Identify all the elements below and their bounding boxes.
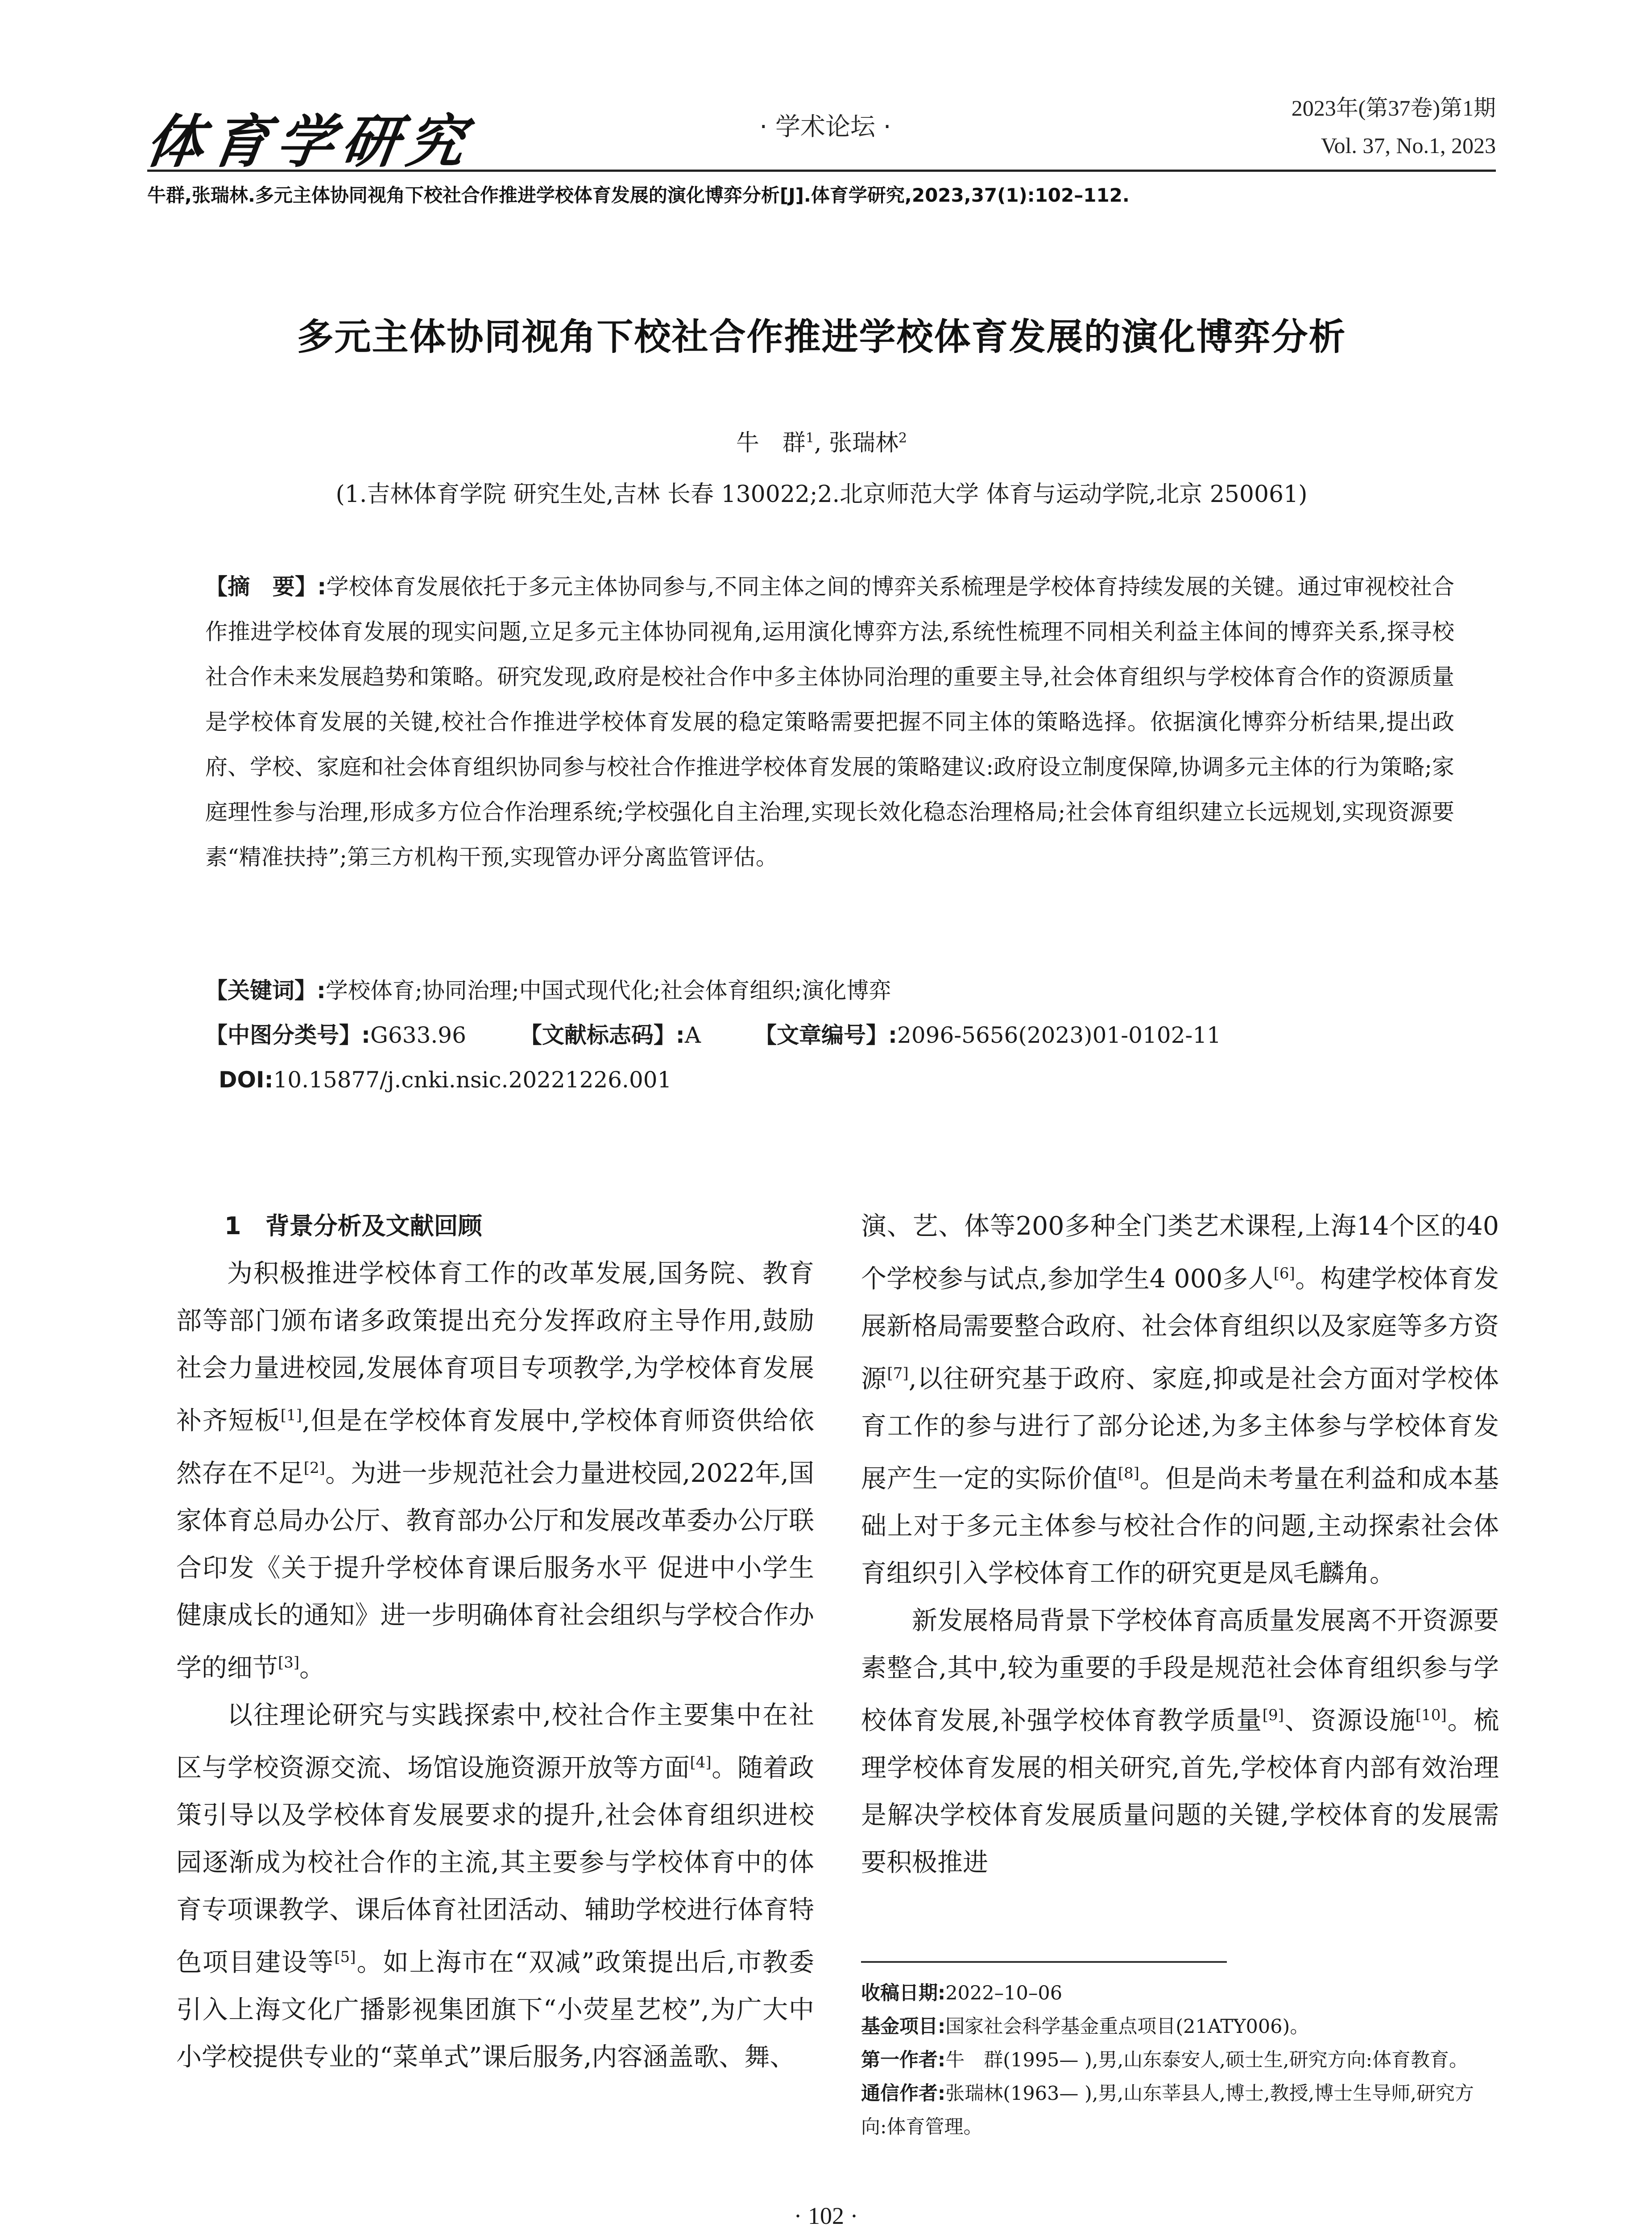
reference-mark: [7] — [887, 1364, 909, 1382]
reference-mark: [3] — [278, 1654, 300, 1671]
journal-logo: 体育学研究 — [141, 108, 477, 175]
author-1-affil: 1 — [805, 430, 814, 446]
reference-mark: [2] — [303, 1459, 325, 1477]
footnotes — [861, 1977, 1499, 2144]
doc-code-label: 【文献标志码】: — [519, 1022, 685, 1048]
keywords — [205, 968, 1454, 1013]
doi-line — [219, 1057, 1468, 1102]
section-tag: · 学术论坛 · — [759, 112, 891, 141]
author-2: 张瑞林 — [829, 430, 899, 456]
reference-mark: [6] — [1273, 1265, 1295, 1282]
footnote-corresponding-author: 通信作者:张瑞林(1963— ),男,山东莘县人,博士,教授,博士生导师,研究方向:体育管理。 — [861, 2082, 1474, 2138]
clc-label: 【中图分类号】: — [205, 1022, 370, 1048]
article-title: 多元主体协同视角下校社合作推进学校体育发展的演化博弈分析 — [297, 316, 1346, 358]
section-heading: 1 背景分析及文献回顾 — [224, 1212, 482, 1240]
keywords-label: 【关键词】: — [205, 978, 326, 1004]
classification-line — [205, 1013, 1454, 1057]
abstract-text: 学校体育发展依托于多元主体协同参与,不同主体之间的博弈关系梳理是学校体育持续发展的关键。通过审视校社合作推进学校体育发展的现实问题,立足多元主体协同视角,运用演化博弈方法,系统性梳理不同相关利益主体间的博弈关系,探寻校社合作未来发展趋势和策略。研究发现,政府是校社合作中多主体协同治理的重要主导,社会体育组织与学校体育合作的资源质量是学校体育发展的关键,校社合作推进学校体育发展的稳定策略需要把握不同主体的策略选择。依据演化博弈分析结果,提出政府、学校、家庭和社会体育组织协同参与校社合作推进学校体育发展的策略建议:政府设立制度保障,协调多元主体的行为策略;家庭理性参与治理,形成多方位合作治理系统;学校强化自主治理,实现长效化稳态治理格局;社会体育组织建立长远规划,实现资源要素“精准扶持”;第三方机构干预,实现管办评分离监管评估。 — [205, 574, 1454, 870]
footnote-first-author: 第一作者:牛 群(1995— ),男,山东泰安人,硕士生,研究方向:体育教育。 — [861, 2049, 1469, 2071]
affiliation: (1.吉林体育学院 研究生处,吉林 长春 130022;2.北京师范大学 体育与运动学院,北京 250061) — [335, 481, 1308, 508]
author-separator: , — [814, 430, 829, 456]
footnote-received: 收稿日期:2022–10–06 — [861, 1982, 1063, 2004]
reference-mark: [9] — [1262, 1706, 1284, 1724]
paragraph: 新发展格局背景下学校体育高质量发展离不开资源要素整合,其中,较为重要的手段是规范社会体育组织参与学校体育发展,补强学校体育教学质量[9]、资源设施[10]。梳理学校体育发展的相关研究,首先,学校体育内部有效治理是解决学校体育发展质量问题的关键,学校体育的发展需要积极推进 — [861, 1606, 1499, 1877]
footnote-fund: 基金项目:国家社会科学基金重点项目(21ATY006)。 — [861, 2015, 1309, 2038]
footnote-rule — [861, 1961, 1227, 1963]
header-rule — [147, 170, 1496, 172]
reference-mark: [8] — [1118, 1464, 1139, 1482]
article-no-value: 2096-5656(2023)01-0102-11 — [897, 1022, 1221, 1048]
clc-value: G633.96 — [370, 1022, 466, 1048]
keywords-text: 学校体育;协同治理;中国式现代化;社会体育组织;演化博弈 — [326, 978, 891, 1004]
reference-mark: [1] — [280, 1406, 302, 1424]
body-column-left — [176, 1203, 814, 2081]
abstract — [205, 564, 1454, 880]
doi-value: 10.15877/j.cnki.nsic.20221226.001 — [273, 1067, 672, 1093]
author-2-affil: 2 — [898, 430, 907, 446]
doc-code-value: A — [684, 1022, 701, 1048]
issue-info — [1292, 89, 1496, 164]
reference-mark: [4] — [690, 1754, 712, 1771]
reference-mark: [5] — [334, 1948, 356, 1966]
article-no-label: 【文章编号】: — [754, 1022, 898, 1048]
paragraph: 以往理论研究与实践探索中,校社合作主要集中在社区与学校资源交流、场馆设施资源开放等方面[4]。随着政策引导以及学校体育发展要求的提升,社会体育组织进校园逐渐成为校社合作的主流,其主要参与学校体育中的体育专项课教学、课后体育社团活动、辅助学校进行体育特色项目建设等[5]。如上海市在“双减”政策提出后,市教委引入上海文化广播影视集团旗下“小荧星艺校”,为广大中小学校提供专业的“菜单式”课后服务,内容涵盖歌、舞、 — [176, 1700, 815, 2072]
abstract-label: 【摘 要】: — [205, 574, 327, 600]
paragraph: 为积极推进学校体育工作的改革发展,国务院、教育部等部门颁布诸多政策提出充分发挥政府主导作用,鼓励社会力量进校园,发展体育项目专项教学,为学校体育发展补齐短板[1],但是在学校体育发展中,学校体育师资供给依然存在不足[2]。为进一步规范社会力量进校园,2022年,国家体育总局办公厅、教育部办公厅和发展改革委办公厅联合印发《关于提升学校体育课后服务水平 促进中小学生健康成长的通知》进一步明确体育社会组织与学校合作办学的细节[3]。 — [176, 1259, 815, 1683]
author-1: 牛 群 — [736, 430, 806, 456]
body-column-right — [861, 1203, 1499, 1886]
page-number: · 102 · — [794, 2202, 858, 2229]
citation-line: 牛群,张瑞林.多元主体协同视角下校社合作推进学校体育发展的演化博弈分析[J].体育学研究,2023,37(1):102–112. — [147, 184, 1130, 206]
doi-label: DOI: — [219, 1067, 273, 1093]
author-line — [147, 424, 1496, 457]
reference-mark: [10] — [1415, 1706, 1447, 1724]
issue-cn: 2023年(第37卷)第1期 — [1291, 95, 1496, 120]
paragraph: 演、艺、体等200多种全门类艺术课程,上海14个区的40个学校参与试点,参加学生4 000多人[6]。构建学校体育发展新格局需要整合政府、社会体育组织以及家庭等多方资源[7],以往研究基于政府、家庭,抑或是社会方面对学校体育工作的参与进行了部分论述,为多主体参与学校体育发展产生一定的实际价值[8]。但是尚未考量在利益和成本基础上对于多元主体参与校社合作的问题,主动探索社会体育组织引入学校体育工作的研究更是凤毛麟角。 — [861, 1211, 1499, 1588]
issue-en: Vol. 37, No.1, 2023 — [1321, 133, 1496, 158]
